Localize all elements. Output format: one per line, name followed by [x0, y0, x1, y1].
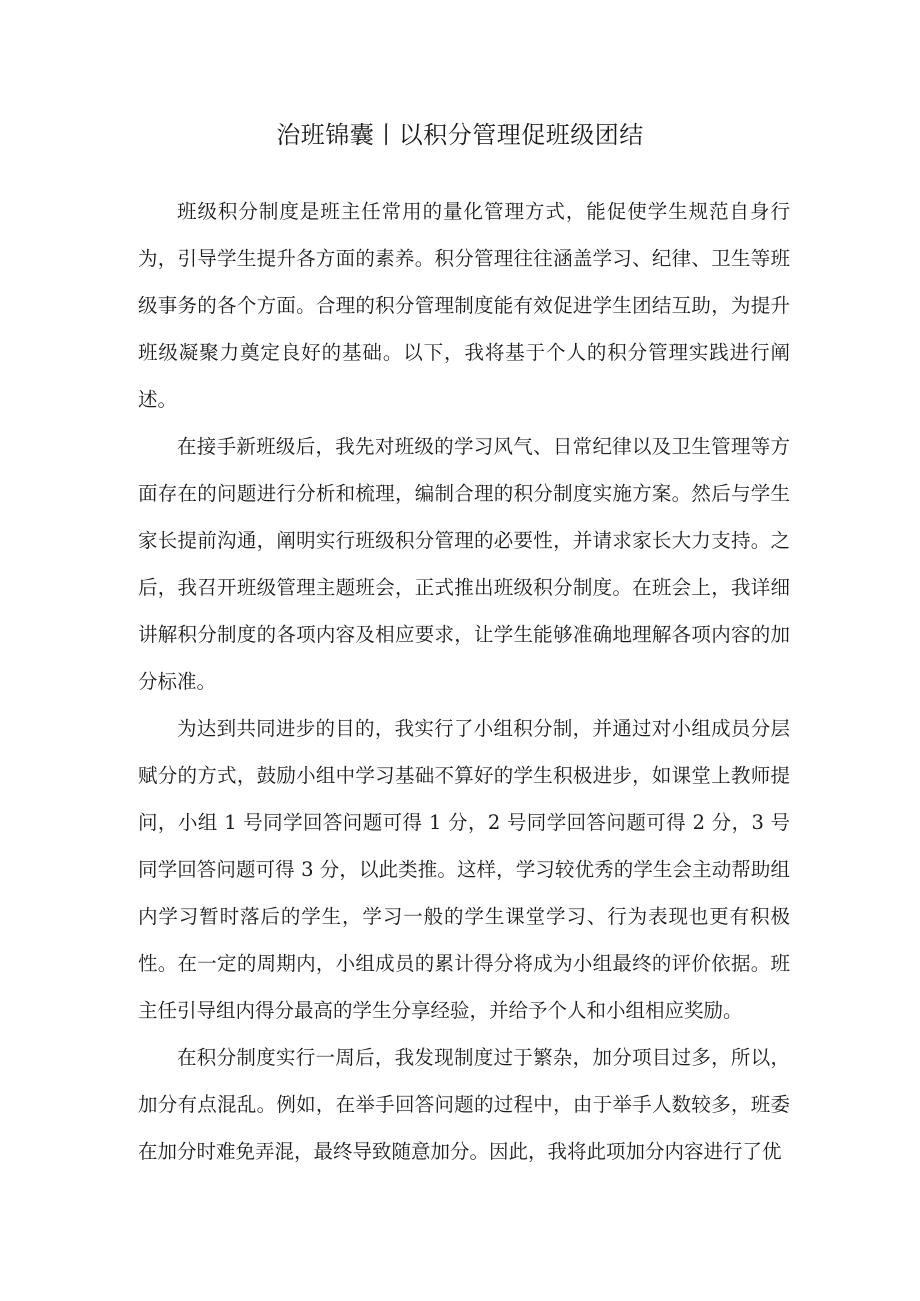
document-body: [138, 188, 790, 1175]
paragraph-4: 在积分制度实行一周后，我发现制度过于繁杂，加分项目过多，所以，加分有点混乱。例如，在举手回答问题的过程中，由于举手人数较多，班委在加分时难免弄混，最终导致随意加分。因此，我将此项加分内容进行了优: [138, 1046, 790, 1163]
paragraph-2: 在接手新班级后，我先对班级的学习风气、日常纪律以及卫生管理等方面存在的问题进行分析和梳理，编制合理的积分制度实施方案。然后与学生家长提前沟通，阐明实行班级积分管理的必要性，并请求家长大力支持。之后，我召开班级管理主题班会，正式推出班级积分制度。在班会上，我详细讲解积分制度的各项内容及相应要求，让学生能够准确地理解各项内容的加分标准。: [138, 435, 790, 693]
document-title: 治班锦囊丨以积分管理促班级团结: [276, 121, 644, 149]
paragraph-3: 为达到共同进步的目的，我实行了小组积分制，并通过对小组成员分层赋分的方式，鼓励小组中学习基础不算好的学生积极进步，如课堂上教师提问，小组 1 号同学回答问题可得 1 分，2 号同学回答问题可得 2 分，3 号同学回答问题可得 3 分，以此类推。这样，学习较优秀的学生会主动帮助组内学习暂时落后的学生，学习一般的学生课堂学习、行为表现也更有积极性。在一定的周期内，小组成员的累计得分将成为小组最终的评价依据。班主任引导组内得分最高的学生分享经验，并给予个人和小组相应奖励。: [138, 717, 790, 1022]
paragraph-1: 班级积分制度是班主任常用的量化管理方式，能促使学生规范自身行为，引导学生提升各方面的素养。积分管理往往涵盖学习、纪律、卫生等班级事务的各个方面。合理的积分管理制度能有效促进学生团结互助，为提升班级凝聚力奠定良好的基础。以下，我将基于个人的积分管理实践进行阐述。: [138, 200, 790, 411]
